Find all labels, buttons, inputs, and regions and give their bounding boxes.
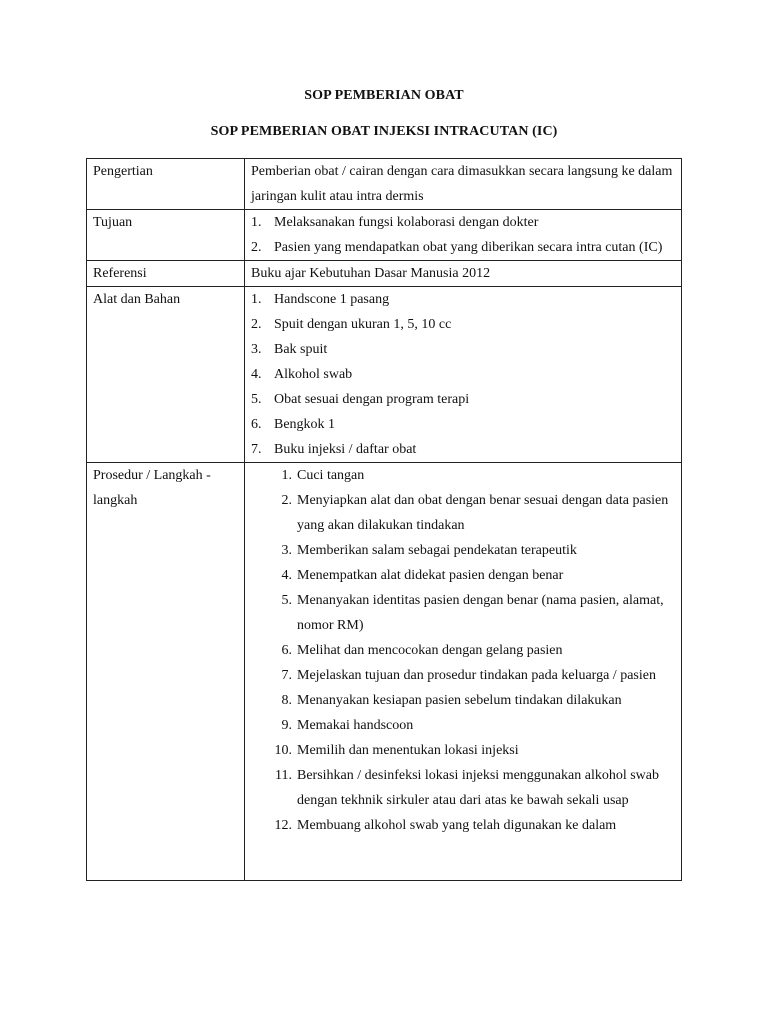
label-referensi: Referensi: [87, 261, 245, 287]
value-pengertian: [245, 159, 682, 210]
list-item-number: 3.: [251, 342, 262, 357]
list-item-text: Mejelaskan tujuan dan prosedur tindakan pada keluarga / pasien: [297, 668, 656, 683]
list-item-text: Bersihkan / desinfeksi lokasi injeksi menggunakan alkohol swab dengan tekhnik sirkuler atau dari atas ke bawah sekali usap: [297, 768, 659, 808]
list-item-text: Buku injeksi / daftar obat: [274, 442, 417, 457]
list-item-number: 9.: [281, 718, 292, 733]
list-item: [268, 588, 675, 638]
list-item: [268, 763, 675, 813]
list-item: [268, 713, 675, 738]
list-item-text: Memilih dan menentukan lokasi injeksi: [297, 743, 519, 758]
label-tujuan: Tujuan: [87, 210, 245, 261]
label-pengertian: Pengertian: [87, 159, 245, 210]
list-item: [268, 663, 675, 688]
list-item: [251, 412, 675, 437]
value-alat-dan-bahan: [245, 287, 682, 463]
list-item-text: Menyiapkan alat dan obat dengan benar sesuai dengan data pasien yang akan dilakukan tindakan: [297, 493, 669, 533]
list-item: [251, 287, 675, 312]
list-item: [268, 738, 675, 763]
list-item-number: 4.: [251, 367, 262, 382]
list-item-number: 7.: [281, 668, 292, 683]
list-item: [251, 362, 675, 387]
list-item: [268, 813, 675, 838]
sop-table: [86, 158, 682, 881]
document-subtitle: SOP PEMBERIAN OBAT INJEKSI INTRACUTAN (IC): [210, 124, 558, 139]
list-item-number: 11.: [275, 768, 292, 783]
prosedur-list: [251, 463, 675, 838]
list-item-text: Pasien yang mendapatkan obat yang diberikan secara intra cutan (IC): [274, 240, 663, 255]
list-item: [268, 538, 675, 563]
list-item-text: Alkohol swab: [274, 367, 353, 382]
list-item-number: 6.: [281, 643, 292, 658]
list-item-text: Menanyakan kesiapan pasien sebelum tindakan dilakukan: [297, 693, 622, 708]
list-item-text: Bak spuit: [274, 342, 328, 357]
document-title: SOP PEMBERIAN OBAT: [304, 88, 464, 103]
list-item-number: 1.: [281, 468, 292, 483]
list-item-number: 7.: [251, 442, 262, 457]
row-prosedur: [87, 463, 682, 881]
list-item: [268, 688, 675, 713]
row-tujuan: [87, 210, 682, 261]
list-item: [251, 337, 675, 362]
list-item: [268, 638, 675, 663]
list-item-text: Cuci tangan: [297, 468, 365, 483]
label-prosedur: Prosedur / Langkah - langkah: [87, 463, 245, 881]
list-item-number: 5.: [281, 593, 292, 608]
list-item-number: 1.: [251, 215, 262, 230]
row-referensi: [87, 261, 682, 287]
value-tujuan: [245, 210, 682, 261]
alat-list: [251, 287, 675, 462]
list-item-text: Membuang alkohol swab yang telah digunakan ke dalam: [297, 818, 617, 833]
row-alat-dan-bahan: [87, 287, 682, 463]
row-pengertian: [87, 159, 682, 210]
list-item-text: Melaksanakan fungsi kolaborasi dengan dokter: [274, 215, 539, 230]
list-item-number: 6.: [251, 417, 262, 432]
list-item-number: 2.: [251, 317, 262, 332]
list-item-text: Menanyakan identitas pasien dengan benar (nama pasien, alamat, nomor RM): [297, 593, 664, 633]
list-item-number: 8.: [281, 693, 292, 708]
list-item-text: Obat sesuai dengan program terapi: [274, 392, 470, 407]
list-item-text: Spuit dengan ukuran 1, 5, 10 cc: [274, 317, 452, 332]
value-prosedur: [245, 463, 682, 881]
list-item: [251, 387, 675, 412]
list-item-text: Handscone 1 pasang: [274, 292, 390, 307]
pengertian-text: Pemberian obat / cairan dengan cara dimasukkan secara langsung ke dalam jaringan kulit atau intra dermis: [251, 164, 673, 204]
list-item: [268, 488, 675, 538]
list-item-number: 2.: [281, 493, 292, 508]
list-item: [251, 235, 675, 260]
list-item-number: 4.: [281, 568, 292, 583]
list-item: [268, 563, 675, 588]
label-alat-dan-bahan: Alat dan Bahan: [87, 287, 245, 463]
tujuan-list: [251, 210, 675, 260]
list-item-number: 12.: [274, 818, 292, 833]
list-item-text: Bengkok 1: [274, 417, 336, 432]
list-item-number: 3.: [281, 543, 292, 558]
list-item: [268, 463, 675, 488]
list-item: [251, 437, 675, 462]
list-item-number: 10.: [274, 743, 292, 758]
list-item-text: Memakai handscoon: [297, 718, 414, 733]
list-item-text: Menempatkan alat didekat pasien dengan benar: [297, 568, 564, 583]
list-item: [251, 210, 675, 235]
list-item: [251, 312, 675, 337]
referensi-text: Buku ajar Kebutuhan Dasar Manusia 2012: [251, 266, 491, 281]
list-item-text: Memberikan salam sebagai pendekatan terapeutik: [297, 543, 577, 558]
list-item-number: 2.: [251, 240, 262, 255]
list-item-number: 1.: [251, 292, 262, 307]
list-item-number: 5.: [251, 392, 262, 407]
value-referensi: [245, 261, 682, 287]
list-item-text: Melihat dan mencocokan dengan gelang pasien: [297, 643, 563, 658]
